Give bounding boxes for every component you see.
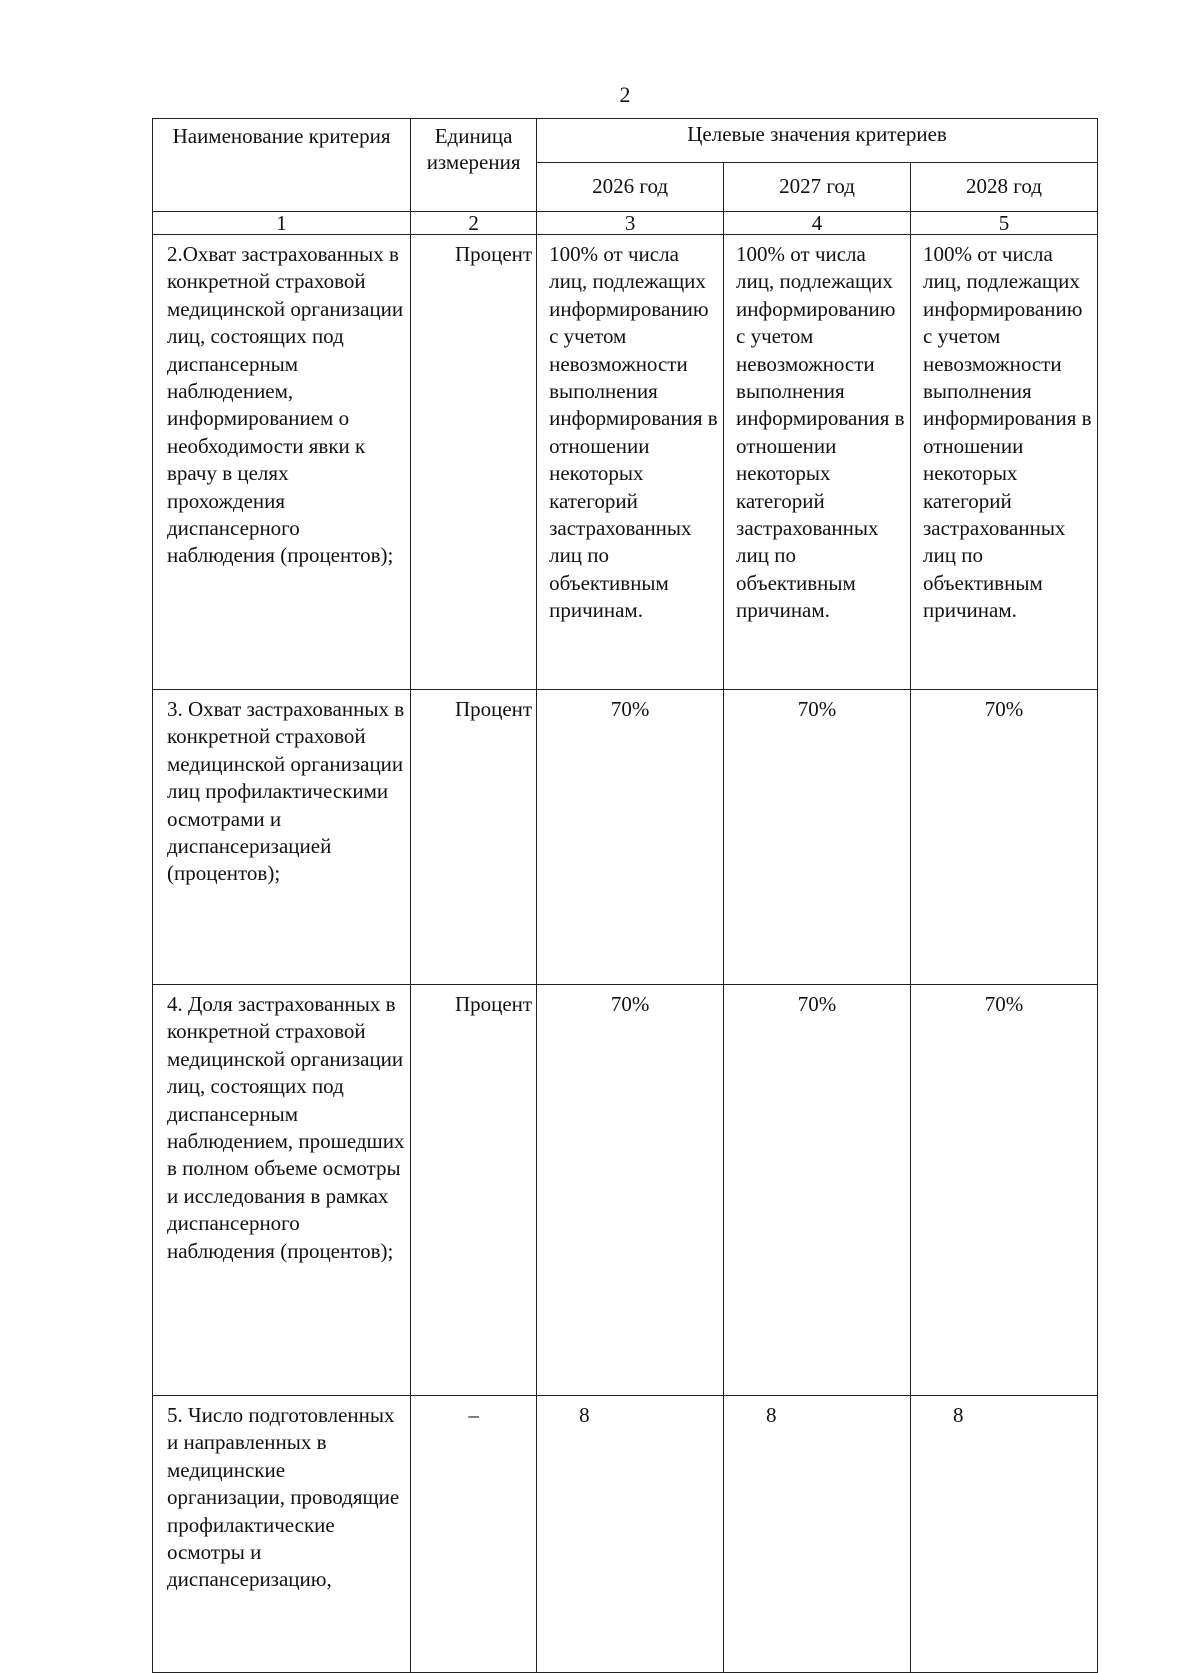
target-value-2026: 70% (537, 690, 724, 985)
target-value-2028: 100% от числа лиц, подлежащих информированию с учетом невозможности выполнения информирования в отношении некоторых категорий застрахованных лиц по объективным причинам. (911, 235, 1098, 690)
target-value-2027: 70% (724, 985, 911, 1396)
header-criterion-name: Наименование критерия (153, 119, 411, 212)
column-numbers-row (153, 212, 1098, 235)
target-value-2026: 8 (537, 1396, 724, 1673)
table-row (153, 235, 1098, 690)
target-value-2026: 100% от числа лиц, подлежащих информированию с учетом невозможности выполнения информирования в отношении некоторых категорий застрахованных лиц по объективным причинам. (537, 235, 724, 690)
criteria-table (152, 118, 1098, 1673)
header-row (153, 119, 1098, 163)
target-value-2028: 8 (911, 1396, 1098, 1673)
criterion-name: 4. Доля застрахованных в конкретной страховой медицинской организации лиц, состоящих под диспансерным наблюдением, прошедших в полном объеме осмотры и исследования в рамках диспансерного наблюдения (процентов); (153, 985, 411, 1396)
criterion-unit: Процент (411, 985, 537, 1396)
table-row (153, 690, 1098, 985)
header-year-2026: 2026 год (537, 163, 724, 212)
criterion-name: 2.Охват застрахованных в конкретной страховой медицинской организации лиц, состоящих под диспансерным наблюдением, информированием о необходимости явки к врачу в целях прохождения диспансерного наблюдения (процентов); (153, 235, 411, 690)
criterion-name: 5. Число подготовленных и направленных в медицинские организации, проводящие профилактические осмотры и диспансеризацию, (153, 1396, 411, 1673)
page-number: 2 (619, 82, 631, 107)
target-value-2028: 70% (911, 690, 1098, 985)
column-number: 2 (411, 212, 537, 235)
table-row (153, 985, 1098, 1396)
criterion-unit: – (411, 1396, 537, 1673)
target-value-2027: 8 (724, 1396, 911, 1673)
target-value-2026: 70% (537, 985, 724, 1396)
criterion-unit: Процент (411, 235, 537, 690)
criterion-unit: Процент (411, 690, 537, 985)
column-number: 3 (537, 212, 724, 235)
column-number: 1 (153, 212, 411, 235)
header-unit: Единица измерения (411, 119, 537, 212)
column-number: 4 (724, 212, 911, 235)
header-year-2027: 2027 год (724, 163, 911, 212)
target-value-2027: 70% (724, 690, 911, 985)
header-target-values: Целевые значения критериев (537, 119, 1098, 163)
table-row (153, 1396, 1098, 1673)
criterion-name: 3. Охват застрахованных в конкретной страховой медицинской организации лиц профилактическими осмотрами и диспансеризацией (процентов); (153, 690, 411, 985)
target-value-2028: 70% (911, 985, 1098, 1396)
target-value-2027: 100% от числа лиц, подлежащих информированию с учетом невозможности выполнения информирования в отношении некоторых категорий застрахованных лиц по объективным причинам. (724, 235, 911, 690)
column-number: 5 (911, 212, 1098, 235)
header-year-2028: 2028 год (911, 163, 1098, 212)
